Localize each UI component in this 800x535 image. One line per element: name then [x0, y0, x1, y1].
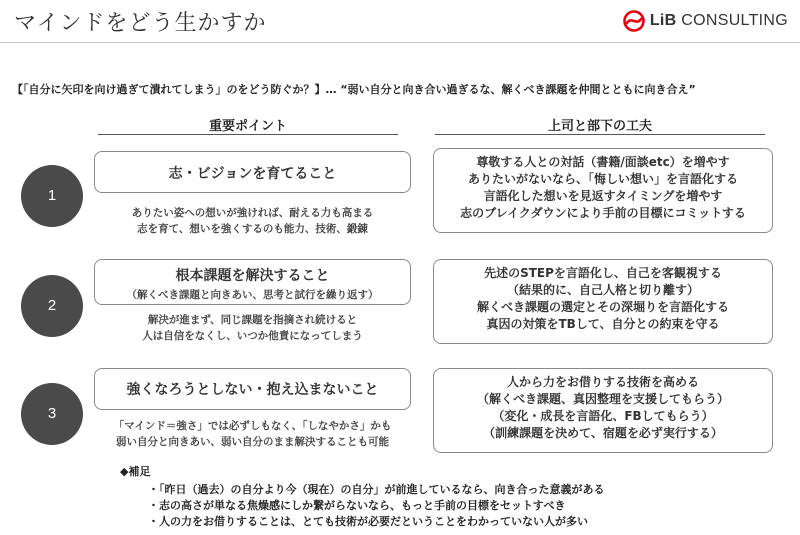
- action-box: [433, 368, 773, 453]
- action-line: ありたいがないなら、「悔しい想い」を言語化する: [467, 172, 738, 186]
- action-line: 解くべき課題の選定とその深堀りを言語化する: [476, 300, 729, 314]
- point-description: [94, 312, 411, 344]
- logo-text: [650, 12, 788, 30]
- point-box: [94, 368, 411, 410]
- supplement-item: ・ 「昨日（過去）の自分より今（現在）の自分」が前進しているなら、向き合った意義がある: [148, 482, 605, 498]
- supplement-section: [120, 463, 605, 530]
- point-title: 根本課題を解決すること: [175, 268, 330, 284]
- page-title: マインドをどう生かすか: [14, 11, 267, 36]
- action-line: 先述のSTEPを言語化し、自己を客観視する: [484, 266, 722, 280]
- column-divider-right: [435, 134, 765, 135]
- supplement-list: [148, 482, 605, 530]
- point-number-circle: 3: [21, 383, 83, 445]
- action-line: 志のブレイクダウンにより手前の目標にコミットする: [460, 206, 746, 220]
- action-line: （訓練課題を決めて、宿題を必ず実行する）: [483, 426, 723, 440]
- point-box: [94, 151, 411, 193]
- point-box: [94, 259, 411, 305]
- action-box: [433, 148, 773, 233]
- column-heading-actions: 上司と部下の工夫: [547, 119, 652, 134]
- action-line: （解くべき課題、真因整理を支援してもらう）: [476, 392, 729, 406]
- company-logo: [623, 10, 788, 32]
- column-heading-points: 重要ポイント: [208, 119, 287, 134]
- point-subtitle: （解くべき課題と向きあい、思考と試行を繰り返す）: [126, 289, 379, 301]
- action-line: 言語化した想いを見返すタイミングを増やす: [483, 189, 723, 203]
- point-description-line: 解決が進まず、同じ課題を指摘され続けると: [147, 314, 358, 326]
- logo-brand: LiB: [649, 12, 677, 29]
- action-box: [433, 259, 773, 344]
- column-divider-left: [98, 134, 398, 135]
- lib-logo-icon: [623, 10, 645, 32]
- action-line: 真因の対策をTBして、自分との約束を守る: [486, 317, 720, 331]
- supplement-item: ・ 志の高さが単なる焦燥感にしか繋がらないなら、もっと手前の目標をセットすべき: [148, 498, 605, 514]
- point-description-line: 「マインド＝強さ」では必ずしもなく、「しなやかさ」かも: [113, 420, 392, 432]
- point-description-line: 弱い自分と向きあい、弱い自分のまま解決することも可能: [116, 436, 389, 448]
- action-line: 人から力をお借りする技術を高める: [506, 375, 699, 389]
- point-number-circle: 1: [21, 165, 83, 227]
- action-line: （結果的に、自己人格と切り離す）: [506, 283, 699, 297]
- point-description-line: 人は自信をなくし、いつか他責になってしまう: [142, 330, 363, 342]
- supplement-item: ・ 人の力をお借りすることは、とても技術が必要だということをわかっていない人が多い: [148, 514, 605, 530]
- point-description-line: 志を育て、想いを強くするのも能力、技術、鍛錬: [137, 223, 368, 235]
- point-description-line: ありたい姿への想いが強ければ、耐える力も高まる: [131, 207, 374, 219]
- point-number-circle: 2: [21, 275, 83, 337]
- title-divider: [0, 42, 800, 43]
- point-description: [94, 205, 411, 237]
- action-line: （変化・成長を言語化、FBしてもらう）: [492, 409, 714, 423]
- logo-rest: CONSULTING: [676, 12, 788, 29]
- question-text: 【「自分に矢印を向け過ぎて潰れてしまう」のをどう防ぐか？】… “弱い自分と向き合い過ぎるな、解くべき課題を仲間とともに向き合え”: [12, 83, 696, 96]
- point-title: 強くなろうとしない・抱え込まないこと: [126, 382, 379, 398]
- point-description: [94, 418, 411, 450]
- point-title: 志・ビジョンを育てること: [168, 166, 337, 182]
- supplement-heading: ◆補足: [120, 465, 151, 478]
- action-line: 尊敬する人との対話（書籍/面談etc）を増やす: [476, 155, 730, 169]
